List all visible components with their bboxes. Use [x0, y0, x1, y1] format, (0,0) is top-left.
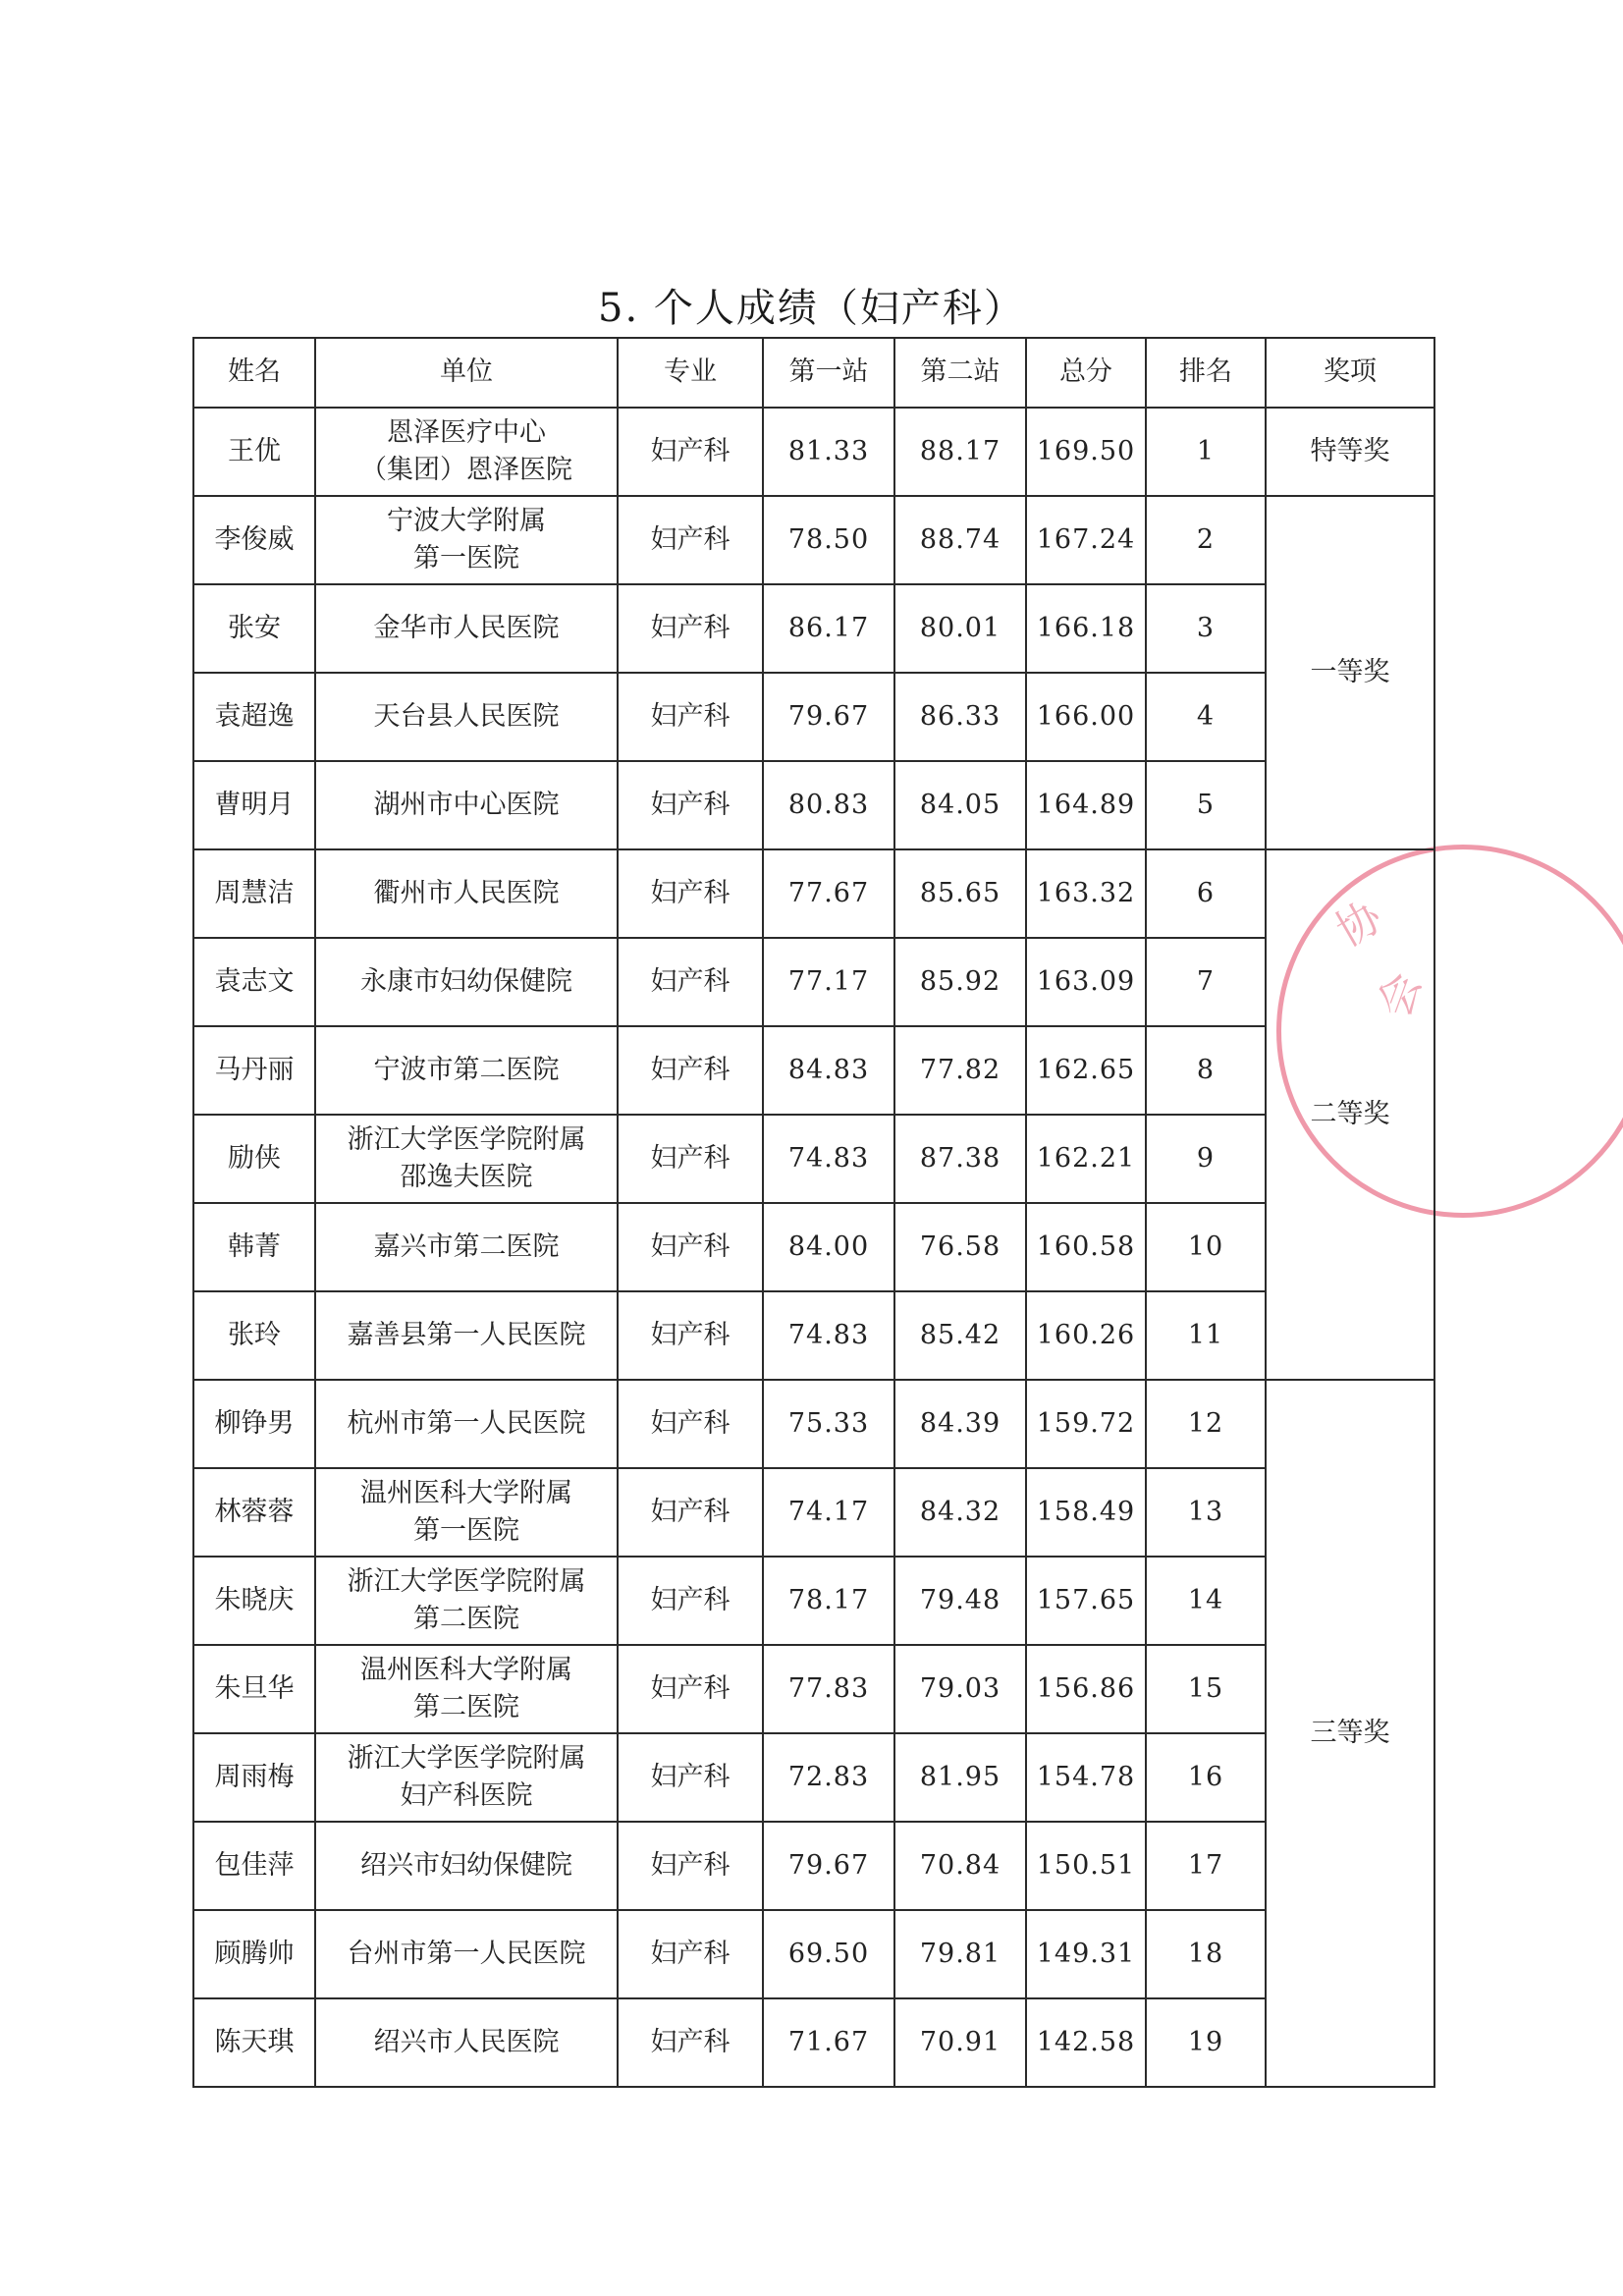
- unit-line-2: （集团）恩泽医院: [360, 455, 572, 485]
- cell-major: 妇产科: [618, 1733, 763, 1822]
- cell-rank: 8: [1146, 1026, 1266, 1115]
- cell-unit: [315, 1733, 618, 1822]
- cell-unit: [315, 1468, 618, 1557]
- cell-unit: [315, 1822, 618, 1910]
- cell-station-1: 69.50: [763, 1910, 894, 1998]
- unit-line-1: 嘉兴市第二医院: [373, 1230, 560, 1262]
- cell-station-2: 86.33: [894, 673, 1026, 761]
- cell-total: 169.50: [1026, 408, 1146, 496]
- unit-line-1: 绍兴市人民医院: [373, 2026, 560, 2057]
- cell-major: 妇产科: [618, 1557, 763, 1645]
- table-row: [193, 1998, 1434, 2087]
- cell-station-2: 76.58: [894, 1203, 1026, 1291]
- cell-total: 159.72: [1026, 1380, 1146, 1468]
- cell-major: 妇产科: [618, 938, 763, 1026]
- cell-total: 162.65: [1026, 1026, 1146, 1115]
- table-row: [193, 1291, 1434, 1380]
- cell-name: 包佳萍: [193, 1822, 315, 1910]
- cell-station-2: 85.92: [894, 938, 1026, 1026]
- cell-major: 妇产科: [618, 849, 763, 938]
- header-award: 奖项: [1266, 338, 1434, 408]
- cell-name: 顾腾帅: [193, 1910, 315, 1998]
- cell-name: 周雨梅: [193, 1733, 315, 1822]
- unit-line-1: 嘉善县第一人民医院: [347, 1319, 586, 1350]
- cell-major: 妇产科: [618, 1910, 763, 1998]
- cell-unit: [315, 761, 618, 849]
- cell-station-1: 74.83: [763, 1291, 894, 1380]
- cell-unit: [315, 1026, 618, 1115]
- table-row: [193, 496, 1434, 584]
- unit-line-1: 衢州市人民医院: [373, 877, 560, 908]
- cell-unit: [315, 496, 618, 584]
- cell-rank: 10: [1146, 1203, 1266, 1291]
- cell-station-2: 84.39: [894, 1380, 1026, 1468]
- cell-station-1: 77.83: [763, 1645, 894, 1733]
- unit-line-2: 第二医院: [413, 1692, 519, 1722]
- unit-line-1: 恩泽医疗中心: [387, 416, 546, 448]
- cell-unit: [315, 1203, 618, 1291]
- unit-line-1: 台州市第一人民医院: [347, 1938, 586, 1969]
- cell-station-2: 81.95: [894, 1733, 1026, 1822]
- cell-rank: 1: [1146, 408, 1266, 496]
- cell-major: 妇产科: [618, 1026, 763, 1115]
- cell-name: 朱晓庆: [193, 1557, 315, 1645]
- cell-unit: [315, 1380, 618, 1468]
- table-row: [193, 1822, 1434, 1910]
- table-row: [193, 1645, 1434, 1733]
- cell-station-1: 86.17: [763, 584, 894, 673]
- cell-rank: 2: [1146, 496, 1266, 584]
- cell-unit: [315, 1115, 618, 1203]
- seal-char: 会: [1369, 966, 1432, 1024]
- unit-line-1: 浙江大学医学院附属: [347, 1565, 586, 1597]
- cell-name: 张玲: [193, 1291, 315, 1380]
- cell-award: 二等奖: [1266, 849, 1434, 1380]
- cell-total: 149.31: [1026, 1910, 1146, 1998]
- unit-line-1: 湖州市中心医院: [373, 789, 560, 820]
- cell-unit: [315, 1645, 618, 1733]
- cell-rank: 19: [1146, 1998, 1266, 2087]
- header-station-1: 第一站: [763, 338, 894, 408]
- cell-unit: [315, 1998, 618, 2087]
- cell-total: 156.86: [1026, 1645, 1146, 1733]
- table-row: [193, 1026, 1434, 1115]
- cell-major: 妇产科: [618, 1380, 763, 1468]
- table-row: [193, 1203, 1434, 1291]
- unit-line-2: 第一医院: [413, 1515, 519, 1546]
- unit-line-2: 第一医院: [413, 543, 519, 574]
- cell-rank: 3: [1146, 584, 1266, 673]
- cell-major: 妇产科: [618, 673, 763, 761]
- cell-station-1: 71.67: [763, 1998, 894, 2087]
- cell-station-1: 74.17: [763, 1468, 894, 1557]
- cell-major: 妇产科: [618, 1645, 763, 1733]
- cell-station-2: 77.82: [894, 1026, 1026, 1115]
- unit-line-1: 宁波市第二医院: [373, 1054, 560, 1085]
- cell-station-1: 72.83: [763, 1733, 894, 1822]
- cell-rank: 6: [1146, 849, 1266, 938]
- cell-major: 妇产科: [618, 1291, 763, 1380]
- cell-rank: 15: [1146, 1645, 1266, 1733]
- cell-rank: 12: [1146, 1380, 1266, 1468]
- cell-major: 妇产科: [618, 1203, 763, 1291]
- unit-line-2: 邵逸夫医院: [400, 1162, 533, 1192]
- cell-station-1: 77.67: [763, 849, 894, 938]
- cell-unit: [315, 1557, 618, 1645]
- cell-name: 曹明月: [193, 761, 315, 849]
- cell-station-1: 79.67: [763, 673, 894, 761]
- table-row: [193, 1910, 1434, 1998]
- header-total: 总分: [1026, 338, 1146, 408]
- table-row: [193, 673, 1434, 761]
- cell-station-1: 79.67: [763, 1822, 894, 1910]
- cell-station-1: 74.83: [763, 1115, 894, 1203]
- cell-total: 158.49: [1026, 1468, 1146, 1557]
- table-row: [193, 1115, 1434, 1203]
- table-row: [193, 1557, 1434, 1645]
- unit-line-1: 浙江大学医学院附属: [347, 1123, 586, 1155]
- cell-station-1: 75.33: [763, 1380, 894, 1468]
- cell-station-2: 85.42: [894, 1291, 1026, 1380]
- cell-name: 励侠: [193, 1115, 315, 1203]
- cell-total: 164.89: [1026, 761, 1146, 849]
- header-station-2: 第二站: [894, 338, 1026, 408]
- cell-rank: 14: [1146, 1557, 1266, 1645]
- unit-line-1: 温州医科大学附属: [360, 1477, 572, 1508]
- cell-name: 马丹丽: [193, 1026, 315, 1115]
- cell-unit: [315, 673, 618, 761]
- cell-name: 王优: [193, 408, 315, 496]
- unit-line-2: 妇产科医院: [400, 1780, 533, 1811]
- cell-rank: 13: [1146, 1468, 1266, 1557]
- unit-line-1: 天台县人民医院: [373, 700, 560, 732]
- unit-line-1: 宁波大学附属: [387, 505, 546, 536]
- cell-station-1: 81.33: [763, 408, 894, 496]
- unit-line-2: 第二医院: [413, 1604, 519, 1634]
- cell-name: 张安: [193, 584, 315, 673]
- table-row: [193, 584, 1434, 673]
- cell-name: 韩菁: [193, 1203, 315, 1291]
- cell-station-1: 78.50: [763, 496, 894, 584]
- cell-rank: 7: [1146, 938, 1266, 1026]
- header-row: [193, 338, 1434, 408]
- cell-station-1: 77.17: [763, 938, 894, 1026]
- header-name: 姓名: [193, 338, 315, 408]
- cell-major: 妇产科: [618, 584, 763, 673]
- cell-station-2: 79.03: [894, 1645, 1026, 1733]
- cell-rank: 5: [1146, 761, 1266, 849]
- cell-award: 特等奖: [1266, 408, 1434, 496]
- cell-unit: [315, 1910, 618, 1998]
- unit-line-1: 杭州市第一人民医院: [347, 1407, 586, 1439]
- table-row: [193, 849, 1434, 938]
- score-table: [192, 337, 1435, 2088]
- cell-station-2: 88.74: [894, 496, 1026, 584]
- cell-total: 154.78: [1026, 1733, 1146, 1822]
- cell-unit: [315, 938, 618, 1026]
- cell-name: 周慧洁: [193, 849, 315, 938]
- table-row: [193, 1380, 1434, 1468]
- cell-major: 妇产科: [618, 1115, 763, 1203]
- cell-unit: [315, 408, 618, 496]
- cell-station-2: 79.81: [894, 1910, 1026, 1998]
- cell-unit: [315, 849, 618, 938]
- unit-line-1: 绍兴市妇幼保健院: [360, 1849, 572, 1881]
- table-row: [193, 1468, 1434, 1557]
- cell-name: 李俊威: [193, 496, 315, 584]
- cell-name: 朱旦华: [193, 1645, 315, 1733]
- cell-station-1: 78.17: [763, 1557, 894, 1645]
- cell-unit: [315, 584, 618, 673]
- cell-name: 袁超逸: [193, 673, 315, 761]
- cell-rank: 16: [1146, 1733, 1266, 1822]
- cell-name: 林蓉蓉: [193, 1468, 315, 1557]
- cell-rank: 17: [1146, 1822, 1266, 1910]
- cell-major: 妇产科: [618, 496, 763, 584]
- cell-rank: 4: [1146, 673, 1266, 761]
- cell-total: 142.58: [1026, 1998, 1146, 2087]
- cell-station-1: 80.83: [763, 761, 894, 849]
- cell-name: 袁志文: [193, 938, 315, 1026]
- header-rank: 排名: [1146, 338, 1266, 408]
- cell-station-2: 79.48: [894, 1557, 1026, 1645]
- cell-total: 150.51: [1026, 1822, 1146, 1910]
- cell-total: 163.32: [1026, 849, 1146, 938]
- cell-station-2: 84.05: [894, 761, 1026, 849]
- cell-unit: [315, 1291, 618, 1380]
- cell-rank: 9: [1146, 1115, 1266, 1203]
- cell-rank: 18: [1146, 1910, 1266, 1998]
- cell-major: 妇产科: [618, 1468, 763, 1557]
- cell-station-2: 70.91: [894, 1998, 1026, 2087]
- cell-award: 三等奖: [1266, 1380, 1434, 2087]
- cell-major: 妇产科: [618, 1822, 763, 1910]
- cell-station-1: 84.00: [763, 1203, 894, 1291]
- page-title: 5. 个人成绩（妇产科）: [598, 286, 1025, 331]
- cell-name: 陈天琪: [193, 1998, 315, 2087]
- unit-line-1: 金华市人民医院: [373, 612, 560, 643]
- cell-major: 妇产科: [618, 1998, 763, 2087]
- cell-award: 一等奖: [1266, 496, 1434, 849]
- cell-total: 160.58: [1026, 1203, 1146, 1291]
- cell-total: 166.00: [1026, 673, 1146, 761]
- header-major: 专业: [618, 338, 763, 408]
- cell-total: 162.21: [1026, 1115, 1146, 1203]
- table-row: [193, 938, 1434, 1026]
- cell-rank: 11: [1146, 1291, 1266, 1380]
- cell-name: 柳铮男: [193, 1380, 315, 1468]
- table-row: [193, 1733, 1434, 1822]
- cell-total: 157.65: [1026, 1557, 1146, 1645]
- unit-line-1: 永康市妇幼保健院: [360, 965, 572, 997]
- cell-total: 166.18: [1026, 584, 1146, 673]
- table-row: [193, 761, 1434, 849]
- seal-char: 协: [1327, 891, 1391, 957]
- cell-station-2: 70.84: [894, 1822, 1026, 1910]
- table-row: [193, 408, 1434, 496]
- cell-station-2: 87.38: [894, 1115, 1026, 1203]
- unit-line-1: 浙江大学医学院附属: [347, 1742, 586, 1774]
- cell-total: 167.24: [1026, 496, 1146, 584]
- cell-total: 160.26: [1026, 1291, 1146, 1380]
- cell-major: 妇产科: [618, 761, 763, 849]
- table-body: [193, 408, 1434, 2087]
- cell-total: 163.09: [1026, 938, 1146, 1026]
- cell-station-2: 84.32: [894, 1468, 1026, 1557]
- cell-station-1: 84.83: [763, 1026, 894, 1115]
- cell-station-2: 80.01: [894, 584, 1026, 673]
- cell-station-2: 88.17: [894, 408, 1026, 496]
- header-unit: 单位: [315, 338, 618, 408]
- cell-station-2: 85.65: [894, 849, 1026, 938]
- cell-major: 妇产科: [618, 408, 763, 496]
- unit-line-1: 温州医科大学附属: [360, 1654, 572, 1685]
